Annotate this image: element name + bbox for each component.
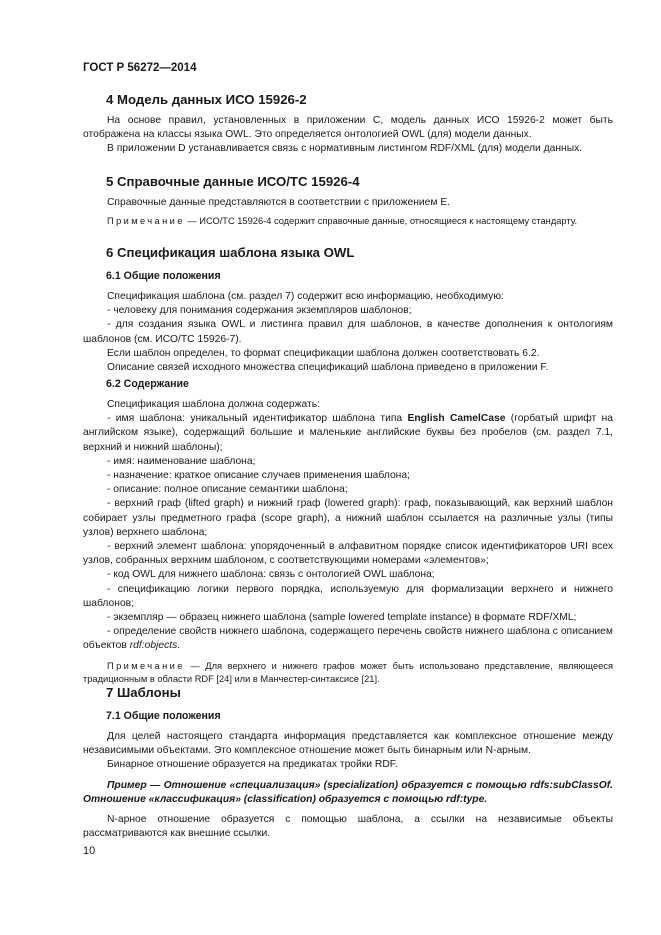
section-4-paragraph-1: На основе правил, установленных в приложении С, модель данных ИСО 15926-2 может быть отображена на классы языка OWL. Это определяется онтологией OWL (для) модели данных. xyxy=(83,115,613,141)
subsection-7-1-body xyxy=(83,730,613,841)
paragraph: Бинарное отношение образуется на предикатах тройки RDF. xyxy=(107,759,398,771)
section-5-note xyxy=(83,215,613,228)
note-label: Примечание xyxy=(107,660,185,671)
list-item: - для создания языка OWL и листинга правил для шаблонов, в качестве дополнения к онтологиям шаблонов (см. ИСО/ТС 15926-7). xyxy=(83,319,613,345)
list-item: - верхний граф (lifted graph) и нижний граф (lowered graph): граф, показывающий, как верхний шаблон собирает узлы предметного графа (scope graph), а нижний шаблон ссылается на различные узлы (типы узлов) верхнего шаблона; xyxy=(83,498,613,538)
section-4-title: 4 Модель данных ИСО 15926-2 xyxy=(106,92,307,107)
subsection-7-1-title: 7.1 Общие положения xyxy=(106,710,221,722)
text-run: . xyxy=(177,640,181,652)
paragraph: Спецификация шаблона (см. раздел 7) содержит всю информацию, необходимую: xyxy=(107,291,504,302)
list-item: - имя: наименование шаблона; xyxy=(107,455,256,467)
paragraph: Спецификация шаблона должна содержать: xyxy=(107,399,320,410)
list-item: - код OWL для нижнего шаблона: связь с онтологией OWL шаблона; xyxy=(107,569,435,581)
text-run: - имя шаблона: уникальный идентификатор шаблона типа xyxy=(107,413,408,425)
subsection-6-2-body xyxy=(83,398,613,686)
list-item: - спецификацию логики первого порядка, используемую для формализации верхнего и нижнего шаблонов; xyxy=(83,583,613,609)
italic-term: rdf:objects xyxy=(129,640,178,652)
list-item: - верхний элемент шаблона: упорядоченный в алфавитном порядке список идентификаторов URI всех узлов, собранных верхним шаблоном, с соответствующими номерами «элементов»; xyxy=(83,541,613,567)
paragraph: Если шаблон определен, то формат спецификации шаблона должен соответствовать 6.2. xyxy=(107,347,540,359)
section-5-body xyxy=(83,196,613,228)
bold-term: English CamelCase xyxy=(407,413,506,425)
note-label: Примечание xyxy=(107,216,185,227)
list-item xyxy=(83,625,613,653)
section-6-note xyxy=(83,660,613,686)
paragraph: N-арное отношение образуется с помощью шаблона, а ссылки на независимые объекты рассматриваются как внешние ссылки. xyxy=(83,814,613,840)
paragraph: Для целей настоящего стандарта информация представляется как комплексное отношение между независимыми объектами. Это комплексное отношение может быть бинарным или N-арным. xyxy=(83,731,613,757)
list-item: - описание: полное описание семантики шаблона; xyxy=(107,484,348,496)
subsection-6-1-body xyxy=(83,290,613,375)
list-item: - назначение: краткое описание случаев применения шаблона; xyxy=(107,470,410,482)
example-paragraph: Пример — Отношение «специализация» (specialization) образуется с помощью rdfs:subClassOf. Отношение «классификация» (classification) образуется с помощью rdf:type. xyxy=(83,779,613,805)
list-item xyxy=(83,412,613,455)
subsection-6-1-title: 6.1 Общие положения xyxy=(106,270,221,282)
section-7-title: 7 Шаблоны xyxy=(106,685,181,700)
section-5-paragraph-1: Справочные данные представляются в соответствии с приложением Е. xyxy=(107,197,451,208)
section-6-title: 6 Спецификация шаблона языка OWL xyxy=(106,245,355,260)
list-item: - человеку для понимания содержания экземпляров шаблонов; xyxy=(107,305,412,317)
note-text: — ИСО/ТС 15926-4 содержит справочные данные, относящиеся к настоящему стандарту. xyxy=(184,216,578,227)
subsection-6-2-title: 6.2 Содержание xyxy=(106,378,189,390)
document-header: ГОСТ Р 56272—2014 xyxy=(83,62,197,74)
section-4-body xyxy=(83,114,613,157)
list-item: - экземпляр — образец нижнего шаблона (sample lowered template instance) в формате RDF/XML; xyxy=(107,612,577,624)
section-4-paragraph-2: В приложении D устанавливается связь с нормативным листингом RDF/XML (для) модели данных. xyxy=(107,143,583,155)
page-number: 10 xyxy=(83,845,96,857)
paragraph: Описание связей исходного множества спецификаций шаблона приведено в приложении F. xyxy=(107,362,549,374)
section-5-title: 5 Справочные данные ИСО/ТС 15926-4 xyxy=(106,174,360,189)
text-run: - определение свойств нижнего шаблона, содержащего перечень свойств нижнего шаблона с описанием объектов xyxy=(83,626,613,652)
note-text: — Для верхнего и нижнего графов может быть использовано представление, являющееся традиционным в области RDF [24] или в Манчестер-синтаксисе [21]. xyxy=(83,660,613,684)
text-run: (горбатый шрифт на английском языке), содержащий большие и маленькие английские буквы без пробелов (см. раздел 7.1, верхний и нижний шаблоны); xyxy=(83,413,613,453)
